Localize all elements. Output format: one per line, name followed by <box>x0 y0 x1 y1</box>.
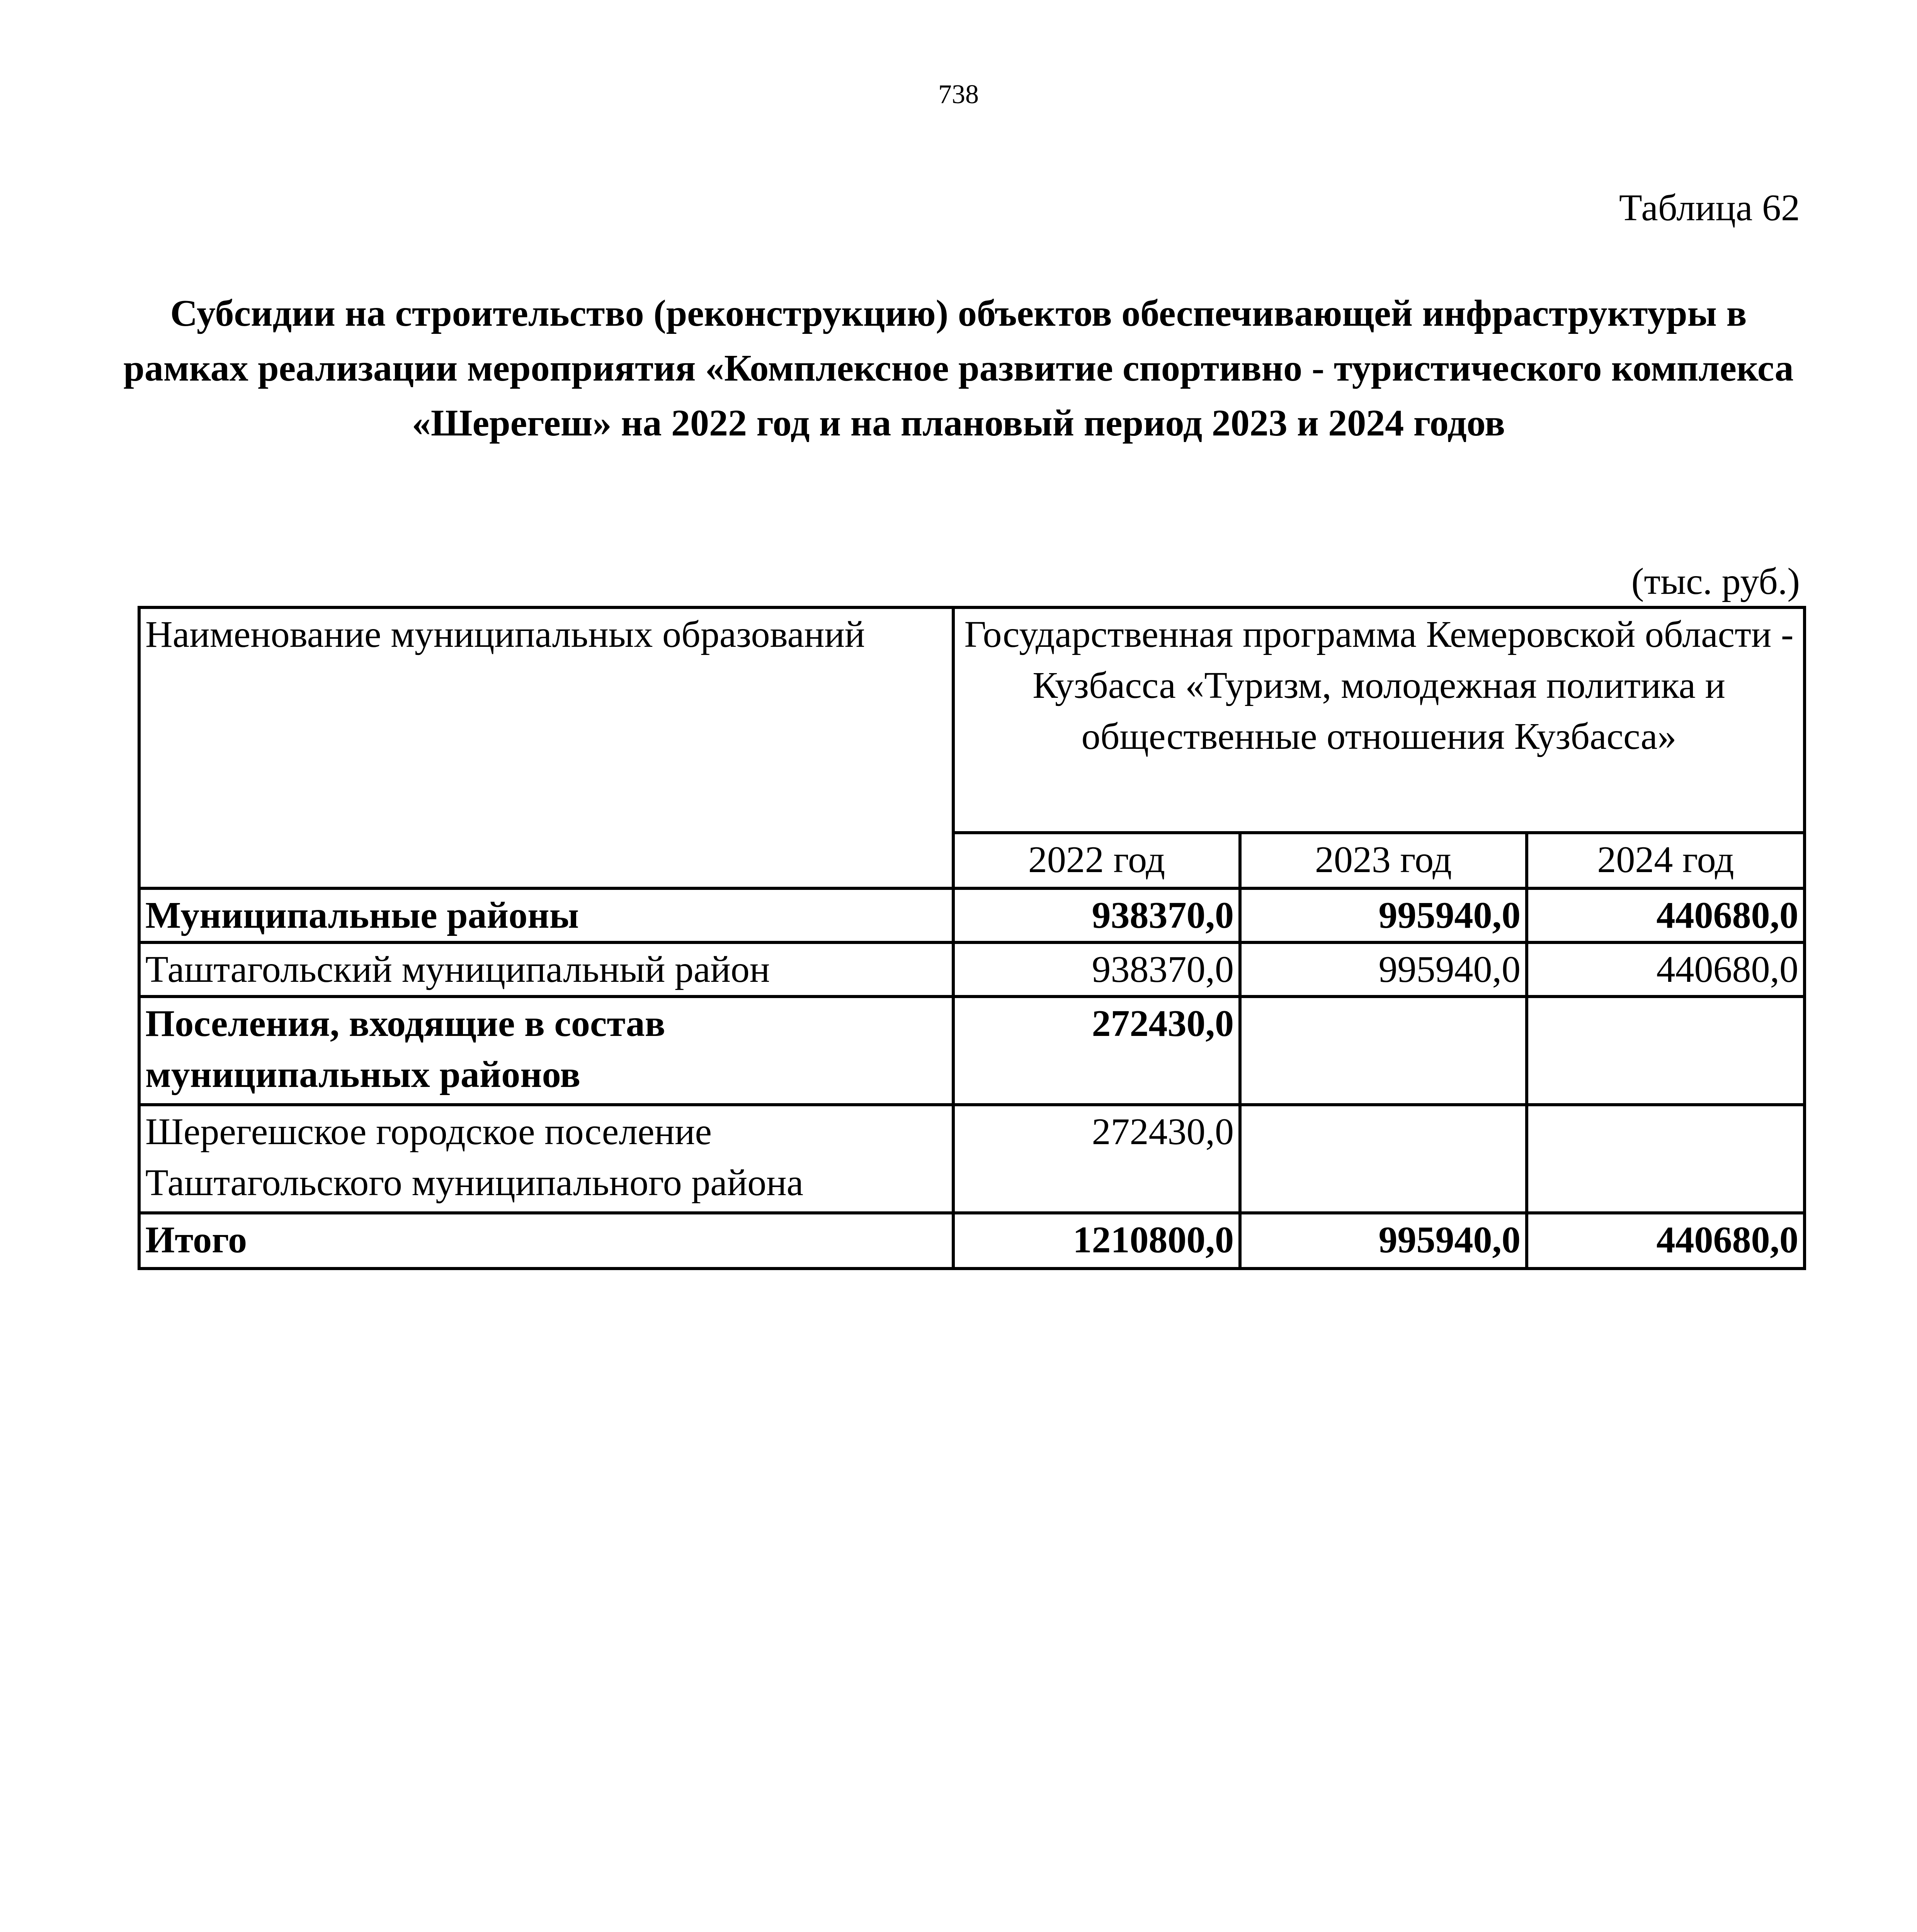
row-name: Шерегешское городское поселение Таштагольского муниципального района <box>139 1105 953 1213</box>
units-label: (тыс. руб.) <box>1631 561 1800 602</box>
header-year-2024: 2024 год <box>1527 833 1805 888</box>
value-2023 <box>1240 1105 1527 1213</box>
value-2022: 938370,0 <box>953 942 1240 997</box>
value-2023: 995940,0 <box>1240 888 1527 942</box>
subsidy-table <box>138 606 1806 1270</box>
value-2024: 440680,0 <box>1527 1213 1805 1269</box>
row-name: Поселения, входящие в состав муниципальных районов <box>139 997 953 1105</box>
document-title: Субсидии на строительство (реконструкцию) объектов обеспечивающей инфраструктуры в рамках реализации мероприятия «Комплексное развитие спортивно - туристического комплекса «Шерегеш» на 2022 год и на плановый период 2023 и 2024 годов <box>123 293 1794 444</box>
table-header-row <box>139 607 1805 833</box>
header-state-program: Государственная программа Кемеровской области - Кузбасса «Туризм, молодежная политика и общественные отношения Кузбасса» <box>953 607 1805 833</box>
value-2023: 995940,0 <box>1240 942 1527 997</box>
row-name: Итого <box>139 1213 953 1269</box>
value-2024 <box>1527 1105 1805 1213</box>
table-row-sheregesh-settlement <box>139 1105 1805 1213</box>
row-name: Муниципальные районы <box>139 888 953 942</box>
value-2022: 1210800,0 <box>953 1213 1240 1269</box>
table-label: Таблица 62 <box>1619 187 1800 229</box>
page-number: 738 <box>938 80 979 109</box>
value-2023 <box>1240 997 1527 1105</box>
table-row-municipal-districts <box>139 888 1805 942</box>
value-2024: 440680,0 <box>1527 888 1805 942</box>
value-2022: 938370,0 <box>953 888 1240 942</box>
header-year-2023: 2023 год <box>1240 833 1527 888</box>
table-row-total <box>139 1213 1805 1269</box>
value-2024 <box>1527 997 1805 1105</box>
value-2022: 272430,0 <box>953 1105 1240 1213</box>
value-2023: 995940,0 <box>1240 1213 1527 1269</box>
header-year-2022: 2022 год <box>953 833 1240 888</box>
row-name: Таштагольский муниципальный район <box>139 942 953 997</box>
value-2024: 440680,0 <box>1527 942 1805 997</box>
table-row-tashtagol-district <box>139 942 1805 997</box>
table-row-settlements <box>139 997 1805 1105</box>
header-municipality-name: Наименование муниципальных образований <box>139 607 953 888</box>
value-2022: 272430,0 <box>953 997 1240 1105</box>
